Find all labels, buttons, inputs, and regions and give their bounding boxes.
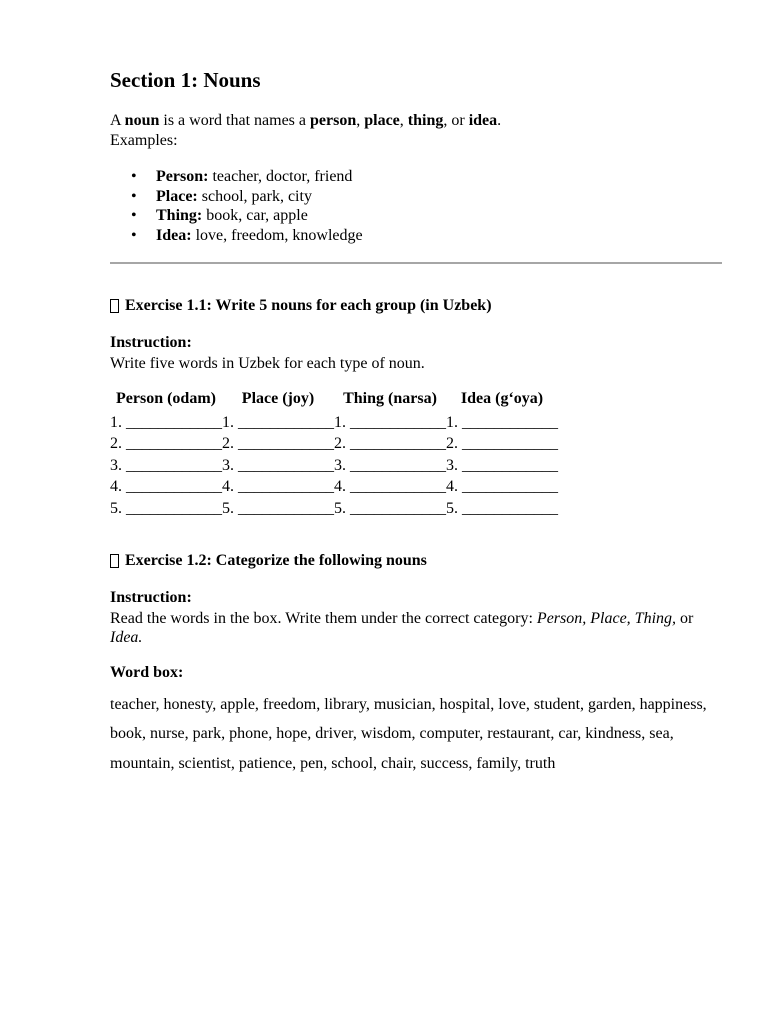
list-item: • Idea: love, freedom, knowledge: [131, 227, 363, 245]
list-item: • Thing: book, car, apple: [131, 207, 308, 225]
answer-blank: 3. ____________: [446, 456, 558, 474]
term-noun: noun: [124, 112, 160, 129]
exercise-1-1-title: Exercise 1.1: Write 5 nouns for each group (in Uzbek): [110, 297, 492, 315]
noun-definition: [110, 111, 501, 151]
definition-line: A noun is a word that names a person, place, thing, or idea.: [110, 112, 502, 129]
answer-blank: 5. ____________: [334, 499, 446, 517]
bullet-icon: •: [131, 168, 137, 185]
answer-blank: 2. ____________: [222, 435, 334, 453]
column-header-person: Person (odam): [116, 390, 216, 407]
section-divider: [110, 262, 722, 264]
section-title: Section 1: Nouns: [110, 68, 261, 92]
word-box-text: teacher, honesty, apple, freedom, library, musician, hospital, love, student, garden, happiness, book, nurse, park, phone, hope, driver, wisdom, computer, restaurant, car, kindness, sea, mountain, scientist, patience, pen, school, chair, success, family, truth: [110, 696, 707, 772]
answer-blank: 3. ____________: [110, 456, 222, 474]
missing-glyph-icon: [110, 299, 119, 313]
word-box-label: Word box:: [110, 664, 184, 681]
answer-blank: 1. ____________: [334, 413, 446, 431]
bullet-icon: •: [131, 187, 137, 205]
column-header-thing: Thing (narsa): [343, 390, 437, 407]
table-header-row: [110, 389, 558, 412]
term-place: place: [364, 112, 400, 129]
bullet-icon: •: [131, 207, 137, 225]
answer-blank: 4. ____________: [110, 478, 222, 496]
list-item: • Place: school, park, city: [131, 187, 312, 205]
answer-blank: 1. ____________: [110, 413, 222, 431]
answer-blank: 3. ____________: [334, 456, 446, 474]
table-row: [110, 477, 558, 499]
examples-list: [110, 167, 363, 246]
bullet-icon: •: [131, 227, 137, 245]
term-person: person: [310, 112, 357, 129]
table-row: [110, 455, 558, 477]
answer-blank: 5. ____________: [110, 499, 222, 517]
answer-blank: 2. ____________: [110, 435, 222, 453]
table-row: [110, 412, 558, 434]
answer-blank: 5. ____________: [446, 499, 558, 517]
category-idea: Idea.: [110, 629, 143, 646]
answer-table: [110, 389, 558, 520]
answer-blank: 5. ____________: [222, 499, 334, 517]
term-thing: thing: [407, 112, 444, 129]
column-header-idea: Idea (g‘oya): [460, 390, 544, 407]
answer-blank: 2. ____________: [334, 435, 446, 453]
table-row: [110, 434, 558, 456]
answer-blank: 2. ____________: [446, 435, 558, 453]
answer-blank: 1. ____________: [446, 413, 558, 431]
examples-label: Examples:: [110, 132, 178, 149]
exercise-1-2-instruction-label: Instruction:: [110, 589, 192, 606]
exercise-1-2-instruction-text: Read the words in the box. Write them under the correct category: Person, Place, Thing, or Idea.: [110, 610, 694, 646]
column-header-place: Place (joy): [241, 390, 315, 407]
answer-blank: 3. ____________: [222, 456, 334, 474]
missing-glyph-icon: [110, 554, 119, 568]
answer-blank: 4. ____________: [446, 478, 558, 496]
table-row: [110, 498, 558, 520]
answer-blank: 4. ____________: [222, 478, 334, 496]
answer-blank: 1. ____________: [222, 413, 334, 431]
exercise-1-1-instruction-text: Write five words in Uzbek for each type of noun.: [110, 355, 425, 372]
term-idea: idea: [468, 112, 498, 129]
exercise-1-2-title: Exercise 1.2: Categorize the following nouns: [110, 552, 427, 570]
list-item: • Person: teacher, doctor, friend: [131, 168, 353, 185]
category-list: Person, Place, Thing,: [536, 610, 677, 627]
answer-blank: 4. ____________: [334, 478, 446, 496]
exercise-1-1-instruction-label: Instruction:: [110, 334, 192, 351]
